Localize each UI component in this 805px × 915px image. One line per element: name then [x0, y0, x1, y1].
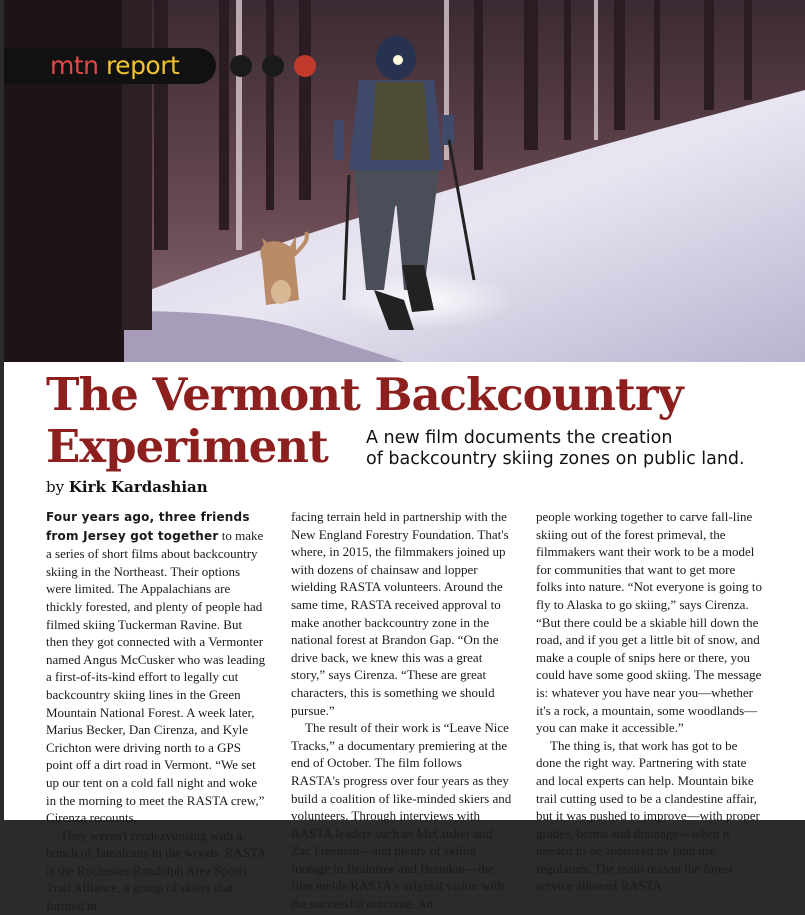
col1-paragraph-2: They weren't rendezvousing with a bunch of Jamaicans in the woods. RASTA is the Rochester/Randolph Area Sports Trail Alliance, a group of skiers that formed in — [46, 827, 266, 914]
section-tag — [50, 49, 179, 83]
col1-paragraph-1-body: to make a series of short films about backcountry skiing in the Northeast. Their options were limited. The Appalachians are thickly forested, and plenty of people had filmed skiing Tuckerman Ravine. But then they got connected with a Vermonter named Angus McCusker who was leading a first-of-its-kind effort to legally cut backcountry skiing lines in the Green Mountain National Forest. A week later, Marius Becker, Dan Cirenza, and Kyle Crichton were driving north to a GPS point off a dirt road in Vermont. “We set up our tent on a cold fall night and woke in the morning to meet the RASTA crew,” Cirenza recounts. — [46, 527, 266, 826]
article-column-1 — [46, 508, 266, 915]
headline-line-1: The Vermont Backcountry — [46, 368, 683, 421]
col3-paragraph-1: people working together to carve fall-line skiing out of the forest primeval, the filmmakers want their work to be a model for communities that want to get more folks into nature. “Not everyone is going to fly to Alaska to go skiing,” says Cirenza. “But there could be a skiable hill down the road, and if you get a little bit of snow, and make a couple of snips here or there, you could have some good skiing. The message is: whatever you have near you—whether it's a rock, a mountain, some woodlands—you can make it accessible.” — [536, 509, 763, 736]
byline-author: Kirk Kardashian — [68, 478, 208, 496]
section-tag-mtn: mtn — [50, 51, 99, 80]
col2-paragraph-1: facing terrain held in partnership with the New England Forestry Foundation. That's where, in 2015, the filmmakers joined up with dozens of chainsaw and lopper wielding RASTA volunteers. Around the same time, RASTA received approval to make another backcountry zone in the national forest at Brandon Gap. “On the drive back, we knew this was a great story,” says Cirenza. “These are great characters, this is something we should pursue.” — [291, 509, 509, 718]
col2-paragraph-2: The result of their work is “Leave Nice Tracks,” a documentary premiering at the end of October. The film follows RASTA's progress over four years as they build a coalition of like-minded skiers and volunteers. Through interviews with RASTA leaders such as McCusker and Zac Freeman—and plenty of skiing footage in Braintree and Brandon—the film melds RASTA's original vision with the successful outcome. An — [291, 720, 512, 912]
deck-line-2: of backcountry skiing zones on public land. — [366, 449, 745, 469]
decor-dot-1 — [230, 55, 252, 77]
magazine-page — [4, 0, 805, 914]
article-column-2 — [291, 508, 513, 913]
decor-dot-3 — [294, 55, 316, 77]
col3-paragraph-2: The thing is, that work has got to be done the right way. Partnering with state and local experts can help. Mountain bike trail cutting used to be a clandestine affair, but it was pushed to improve—with proper grades, berms and drainage—when it needed to be approved by land use regulators. The main reason the forest service allowed RASTA — [536, 737, 760, 894]
article-column-3 — [536, 508, 762, 895]
byline — [46, 478, 208, 496]
lead-in: Four years ago, three friends from Jersey got together — [46, 510, 250, 543]
deck-subtitle — [366, 428, 786, 470]
byline-by: by — [46, 478, 65, 496]
section-tag-report: report — [105, 51, 180, 80]
deck-line-1: A new film documents the creation — [366, 428, 673, 448]
col1-paragraph-1 — [46, 508, 266, 827]
headline-line-2: Experiment — [46, 420, 328, 473]
decor-dot-2 — [262, 55, 284, 77]
